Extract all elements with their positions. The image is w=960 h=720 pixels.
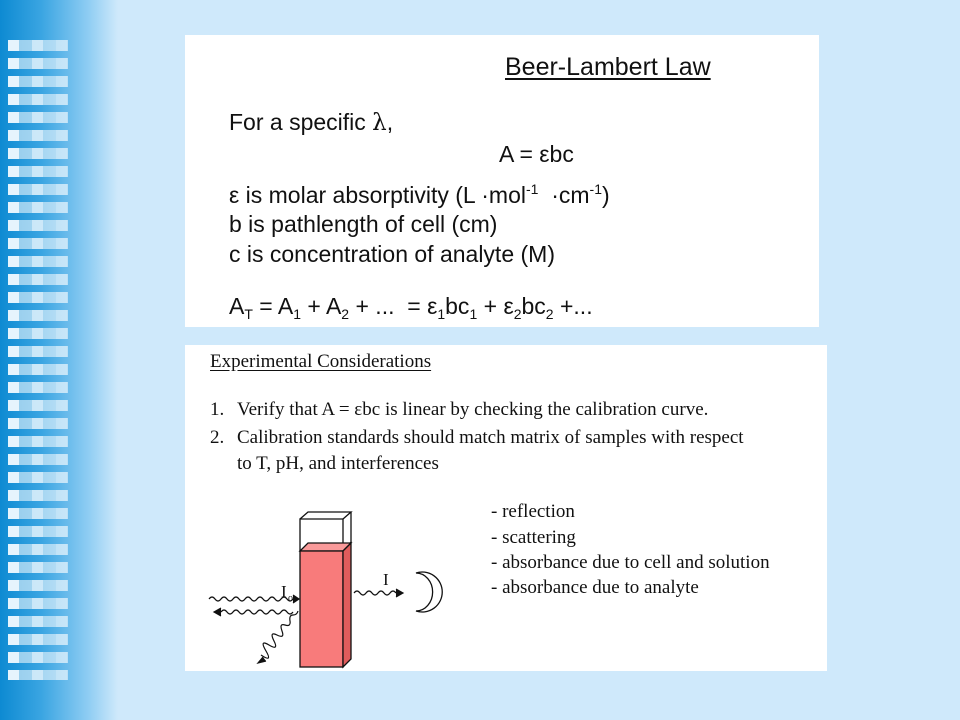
side-decoration-grid: [8, 40, 68, 680]
additivity-equation: [229, 293, 593, 322]
cuvette-liquid-side: [343, 543, 351, 667]
beer-lambert-title: Beer-Lambert Law: [505, 53, 711, 81]
sum-bc2: bc: [521, 293, 546, 319]
epsilon-exponent-2: -1: [589, 181, 602, 197]
detector-icon: [416, 572, 442, 612]
consideration-item-2: [210, 427, 744, 449]
incident-intensity-sub: o: [288, 593, 293, 604]
transmitted-intensity-label: I: [383, 570, 389, 589]
pathlength-definition: b is pathlength of cell (cm): [229, 211, 498, 237]
cuvette-diagram: [203, 511, 463, 671]
item-text: Verify that A = εbc is linear by checking the calibration curve.: [237, 399, 709, 420]
epsilon-main: ε is molar absorptivity (L ·mol: [229, 182, 526, 208]
experimental-panel: [185, 345, 827, 671]
sum-a-sub: T: [244, 306, 253, 322]
sum-plus1: + A: [301, 293, 342, 319]
side-decoration-band: [0, 0, 118, 720]
specific-lambda-line: [229, 109, 393, 136]
epsilon-exponent-1: -1: [525, 181, 539, 197]
incident-intensity-label: I: [281, 582, 287, 601]
beer-lambert-panel: [185, 35, 819, 327]
sum-eps-sub1: 1: [437, 306, 446, 322]
sum-bc-sub1: 1: [469, 306, 478, 322]
epsilon-definition: [229, 181, 610, 209]
item-number: 2.: [210, 427, 225, 448]
concentration-definition: c is concentration of analyte (M): [229, 241, 555, 267]
side-decoration-column: [8, 40, 19, 680]
epsilon-mid: ·cm: [538, 182, 590, 208]
scattered-beam: [258, 611, 298, 663]
sum-eq1: = A: [252, 293, 294, 319]
loss-item-cell-solution: - absorbance due to cell and solution: [491, 552, 770, 573]
cuvette-body: [300, 543, 351, 667]
sum-bc-sub2: 2: [545, 306, 554, 322]
beer-lambert-equation: A = εbc: [499, 141, 574, 167]
reflected-beam: [214, 608, 293, 616]
sum-rest: + ... = ε: [349, 293, 438, 319]
loss-item-analyte: - absorbance due to analyte: [491, 577, 699, 598]
item-text: Calibration standards should match matrix of samples with respect: [237, 427, 744, 448]
sum-eps-sub2: 2: [513, 306, 522, 322]
epsilon-end: ): [601, 182, 610, 208]
specific-prefix: For a specific: [229, 109, 373, 135]
cuvette-liquid-front: [300, 551, 343, 667]
sum-plus2: + ε: [477, 293, 514, 319]
lambda-symbol: λ: [372, 110, 387, 136]
side-decoration-column: [32, 40, 43, 680]
sum-sub1: 1: [293, 306, 301, 322]
sum-sub2: 2: [341, 306, 350, 322]
sum-tail: +...: [553, 293, 593, 319]
consideration-item-2-continuation: to T, pH, and interferences: [237, 453, 439, 474]
sum-bc1: bc: [445, 293, 470, 319]
transmitted-beam: [354, 589, 403, 597]
item-number: 1.: [210, 399, 225, 420]
specific-suffix: ,: [386, 109, 394, 135]
loss-item-reflection: - reflection: [491, 501, 575, 522]
consideration-item-1: [210, 399, 708, 421]
experimental-title: Experimental Considerations: [210, 351, 432, 372]
sum-a: A: [229, 293, 245, 319]
loss-item-scattering: - scattering: [491, 527, 576, 548]
side-decoration-column: [56, 40, 67, 680]
